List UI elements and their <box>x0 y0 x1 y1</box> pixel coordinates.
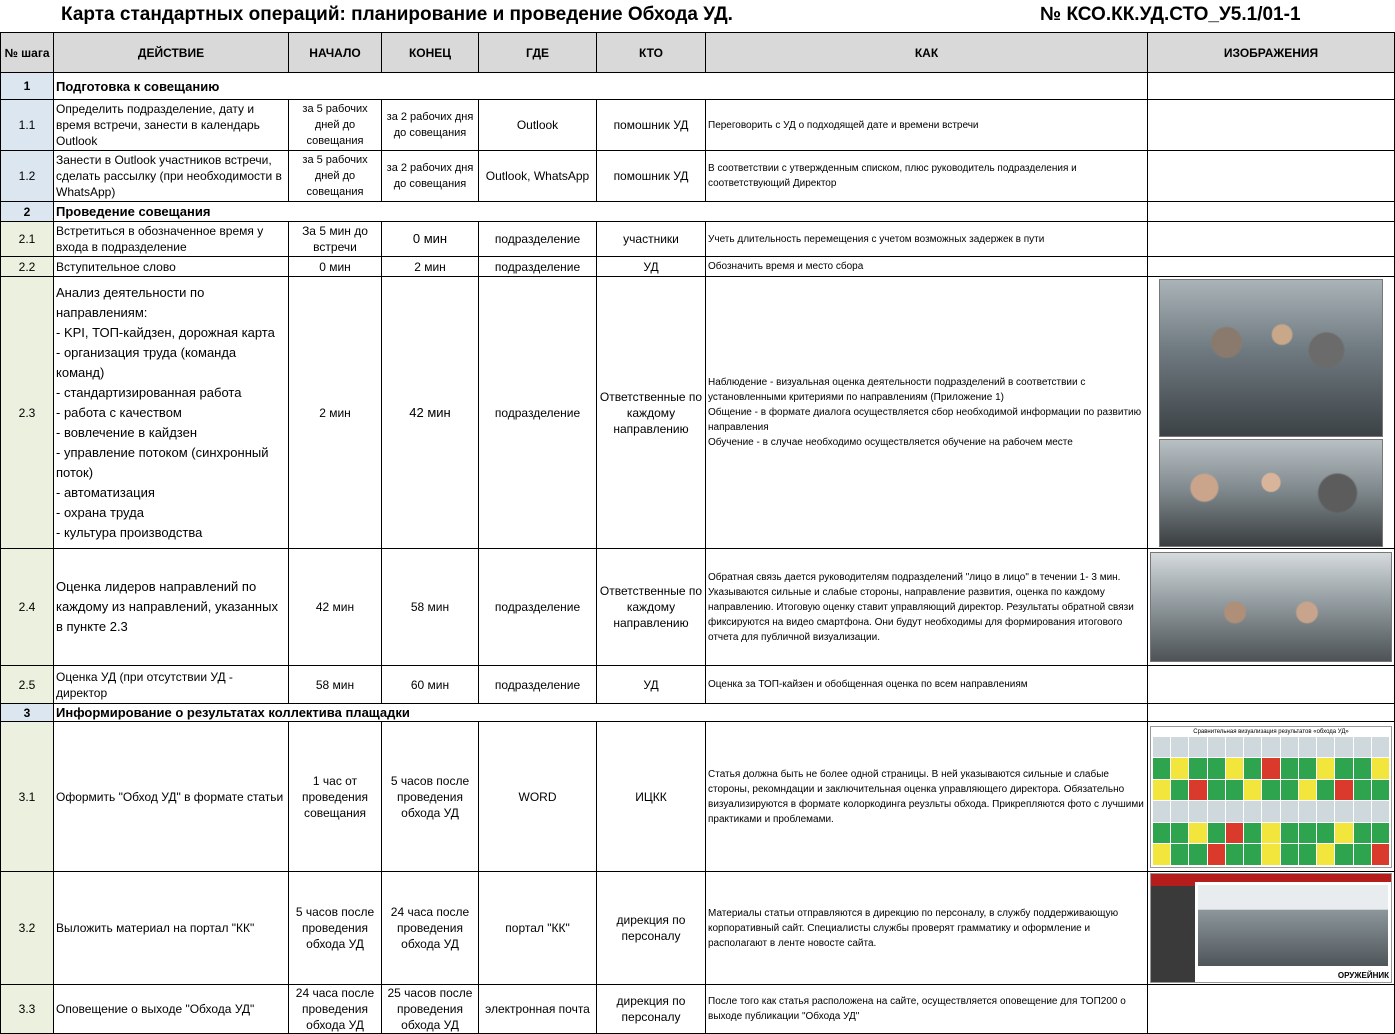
empty-cell <box>1148 985 1395 1034</box>
step-how: Обозначить время и место сбора <box>706 257 1148 277</box>
empty-cell <box>1148 222 1395 257</box>
table-row <box>1 549 1395 666</box>
step-number: 2.1 <box>1 222 54 257</box>
section-title: Проведение совещания <box>54 202 1148 222</box>
portal-main <box>1195 874 1391 982</box>
step-where: WORD <box>479 722 597 872</box>
meeting-photo-2 <box>1159 439 1383 547</box>
empty-cell <box>1148 257 1395 277</box>
table-row <box>1 100 1395 151</box>
step-number: 1.1 <box>1 100 54 151</box>
step-action: Оповещение о выходе "Обхода УД" <box>54 985 289 1034</box>
action-line: - работа с качеством <box>56 404 182 420</box>
step-number: 3.1 <box>1 722 54 872</box>
step-how: После того как статья расположена на сайте, осуществляется оповещение для ТОП200 о выходе публикации "Обхода УД" <box>706 985 1148 1034</box>
step-where: подразделение <box>479 277 597 549</box>
action-line: - организация труда (команда команд) <box>56 344 237 380</box>
col-where: ГДЕ <box>479 33 597 73</box>
empty-cell <box>1148 666 1395 704</box>
header-row <box>1 33 1395 73</box>
step-how: Статья должна быть не более одной страницы. В ней указываются сильные и слабые стороны, рекомндации и заключительная оценка управляющего директора. Обязательно визуализируются в формате колоркодинга реузльты обхода. Прикрепляются фото с лучшими практиками и проблемами. <box>706 722 1148 872</box>
how-line: Общение - в формате диалога осуществляется сбор необходимой информации по развитию направления <box>708 407 1142 433</box>
step-how: Учеть длительность перемещения с учетом возможных задержек в пути <box>706 222 1148 257</box>
step-end: за 2 рабочих дня до совещания <box>382 151 479 202</box>
step-who: ИЦКК <box>597 722 706 872</box>
table-row <box>1 151 1395 202</box>
step-how: Оценка за ТОП-кайзен и обобщенная оценка по всем направлениям <box>706 666 1148 704</box>
section-title: Информирование о результатах коллектива плащадки <box>54 704 1148 722</box>
step-how: Переговорить с УД о подходящей дате и времени встречи <box>706 100 1148 151</box>
col-end: КОНЕЦ <box>382 33 479 73</box>
step-who: Ответственные по каждому направлению <box>597 549 706 666</box>
step-start: За 5 мин до встречи <box>289 222 382 257</box>
step-who: Ответственные по каждому направлению <box>597 277 706 549</box>
images-cell <box>1148 872 1395 985</box>
table-row <box>1 222 1395 257</box>
step-number: 2.5 <box>1 666 54 704</box>
results-visualization <box>1150 726 1392 868</box>
step-action: Выложить материал на портал "КК" <box>54 872 289 985</box>
action-line: - KPI, ТОП-кайдзен, дорожная карта <box>56 324 275 340</box>
step-who: помошник УД <box>597 151 706 202</box>
step-start: 24 часа после проведения обхода УД <box>289 985 382 1034</box>
step-end: 2 мин <box>382 257 479 277</box>
portal-news-photo <box>1198 885 1388 966</box>
step-start: 1 час от проведения совещания <box>289 722 382 872</box>
step-start: за 5 рабочих дней до совещания <box>289 100 382 151</box>
sop-table <box>0 32 1395 1034</box>
how-line: Обучение - в случае необходимо осуществляется обучение на рабочем месте <box>708 437 1073 448</box>
document-code: № КСО.КК.УД.СТО_У5.1/01-1 <box>1040 4 1301 25</box>
col-step: № шага <box>1 33 54 73</box>
step-end: 58 мин <box>382 549 479 666</box>
step-action-list <box>54 277 289 549</box>
step-how: В соответствии с утвержденным списком, плюс руководитель подразделения и соответствующий Директор <box>706 151 1148 202</box>
portal-screenshot <box>1150 873 1392 983</box>
visualization-title: Сравнительная визуализация результатов «обхода УД» <box>1193 728 1349 735</box>
action-line: Анализ деятельности по направлениям: <box>56 284 205 320</box>
section-row <box>1 704 1395 722</box>
table-row <box>1 872 1395 985</box>
step-start: 5 часов после проведения обхода УД <box>289 872 382 985</box>
step-action: Оформить "Обход УД" в формате статьи <box>54 722 289 872</box>
step-end: 42 мин <box>382 277 479 549</box>
col-action: ДЕЙСТВИЕ <box>54 33 289 73</box>
step-where: Outlook, WhatsApp <box>479 151 597 202</box>
step-end: 24 часа после проведения обхода УД <box>382 872 479 985</box>
action-line: - охрана труда <box>56 504 144 520</box>
page-title: Карта стандартных операций: планирование и проведение Обхода УД. <box>61 4 733 25</box>
step-start: 42 мин <box>289 549 382 666</box>
col-start: НАЧАЛО <box>289 33 382 73</box>
step-number: 3.2 <box>1 872 54 985</box>
meeting-photo-1 <box>1159 279 1383 437</box>
section-number: 3 <box>1 704 54 722</box>
step-who: УД <box>597 257 706 277</box>
col-who: КТО <box>597 33 706 73</box>
empty-cell <box>1148 202 1395 222</box>
step-how-list <box>706 277 1148 549</box>
step-end: 60 мин <box>382 666 479 704</box>
step-action: Встретиться в обозначенное время у входа в подразделение <box>54 222 289 257</box>
step-where: подразделение <box>479 257 597 277</box>
step-end: 25 часов после проведения обхода УД <box>382 985 479 1034</box>
step-where: подразделение <box>479 666 597 704</box>
step-action: Определить подразделение, дату и время встречи, занести в календарь Outlook <box>54 100 289 151</box>
portal-header <box>1195 874 1391 882</box>
images-cell <box>1148 722 1395 872</box>
step-who: дирекция по персоналу <box>597 985 706 1034</box>
title-bar <box>0 0 1395 32</box>
step-how: Обратная связь дается руководителям подразделений "лицо в лицо" в течении 1- 3 мин. Указываются сильные и слабые стороны, направление развития, оценка по каждому направлению. Итоговую оценку ставит управляющий директор. Результаты обратной связи фиксируются на видео смартфона. Они будут необходимы для формирования итогового отчета для публичной визуализации. <box>706 549 1148 666</box>
table-row <box>1 985 1395 1034</box>
step-action: Занести в Outlook участников встречи, сделать рассылку (при необходимости в WhatsApp) <box>54 151 289 202</box>
step-who: участники <box>597 222 706 257</box>
step-action: Оценка лидеров направлений по каждому из направлений, указанных в пункте 2.3 <box>54 549 289 666</box>
step-who: УД <box>597 666 706 704</box>
portal-sidebar <box>1151 874 1195 982</box>
step-where: подразделение <box>479 222 597 257</box>
section-title: Подготовка к совещанию <box>54 73 1148 100</box>
col-images: ИЗОБРАЖЕНИЯ <box>1148 33 1395 73</box>
table-row <box>1 722 1395 872</box>
step-number: 1.2 <box>1 151 54 202</box>
step-where: электронная почта <box>479 985 597 1034</box>
empty-cell <box>1148 100 1395 151</box>
step-how: Материалы статьи отправляются в дирекцию по персоналу, в службу поддерживающую корпоративный сайт. Специалисты службы проверят грамматику и оформление и располагают в ленте новосте сайта. <box>706 872 1148 985</box>
step-action: Оценка УД (при отсутствии УД - директор <box>54 666 289 704</box>
step-end: 5 часов после проведения обхода УД <box>382 722 479 872</box>
portal-brand: ОРУЖЕЙНИК <box>1337 971 1389 980</box>
step-number: 3.3 <box>1 985 54 1034</box>
images-cell <box>1148 277 1395 549</box>
step-end: 0 мин <box>382 222 479 257</box>
table-row <box>1 277 1395 549</box>
step-who: дирекция по персоналу <box>597 872 706 985</box>
step-start: за 5 рабочих дней до совещания <box>289 151 382 202</box>
how-line: Наблюдение - визуальная оценка деятельности подразделений в соответствии с установленными критериями по направлениям (Приложение 1) <box>708 377 1086 403</box>
images-cell <box>1148 549 1395 666</box>
step-start: 58 мин <box>289 666 382 704</box>
visualization-grid <box>1153 737 1389 865</box>
step-number: 2.3 <box>1 277 54 549</box>
action-line: - управление потоком (синхронный поток) <box>56 444 269 480</box>
empty-cell <box>1148 151 1395 202</box>
section-number: 2 <box>1 202 54 222</box>
section-row <box>1 202 1395 222</box>
step-who: помошник УД <box>597 100 706 151</box>
feedback-photo <box>1150 552 1392 662</box>
step-start: 2 мин <box>289 277 382 549</box>
step-start: 0 мин <box>289 257 382 277</box>
action-line: - стандартизированная работа <box>56 384 242 400</box>
section-number: 1 <box>1 73 54 100</box>
empty-cell <box>1148 704 1395 722</box>
empty-cell <box>1148 73 1395 100</box>
portal-logo <box>1151 874 1195 886</box>
table-row <box>1 666 1395 704</box>
action-line: - вовлечение в кайдзен <box>56 424 198 440</box>
section-row <box>1 73 1395 100</box>
step-where: подразделение <box>479 549 597 666</box>
action-line: - культура производства <box>56 524 203 540</box>
step-number: 2.2 <box>1 257 54 277</box>
step-end: за 2 рабочих дня до совещания <box>382 100 479 151</box>
step-action: Вступительное слово <box>54 257 289 277</box>
step-where: портал "КК" <box>479 872 597 985</box>
step-where: Outlook <box>479 100 597 151</box>
table-row <box>1 257 1395 277</box>
step-number: 2.4 <box>1 549 54 666</box>
action-line: - автоматизация <box>56 484 155 500</box>
col-how: КАК <box>706 33 1148 73</box>
